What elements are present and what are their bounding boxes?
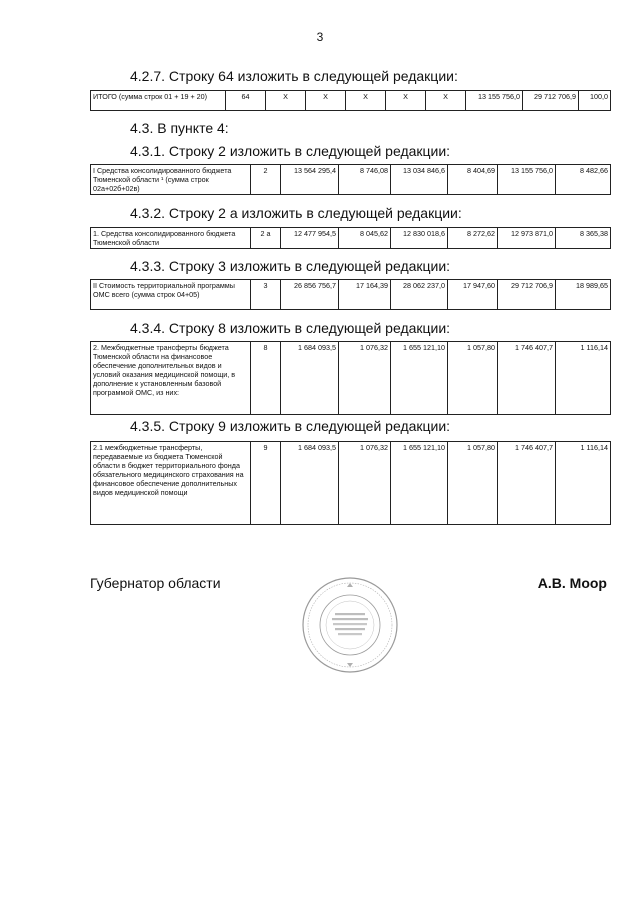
row-label: ИТОГО (сумма строк 01 + 19 + 20) bbox=[91, 91, 226, 111]
table-cell: 1 116,14 bbox=[556, 342, 611, 415]
table-cell: 8 404,69 bbox=[448, 165, 498, 195]
table-cell: 13 155 756,0 bbox=[466, 91, 523, 111]
table-cell: 12 973 871,0 bbox=[498, 228, 556, 249]
table-row-2a bbox=[90, 227, 611, 249]
heading-4-3-4: 4.3.4. Строку 8 изложить в следующей редакции: bbox=[130, 320, 451, 336]
table-row-64 bbox=[90, 90, 611, 111]
row-code: 3 bbox=[251, 280, 281, 310]
table-cell: 1 076,32 bbox=[339, 342, 391, 415]
table-cell: 1 684 093,5 bbox=[281, 442, 339, 525]
heading-4-2-7: 4.2.7. Строку 64 изложить в следующей редакции: bbox=[130, 68, 458, 84]
table-cell: 1 057,80 bbox=[448, 442, 498, 525]
table-cell: 1 746 407,7 bbox=[498, 442, 556, 525]
table-cell: 1 076,32 bbox=[339, 442, 391, 525]
table-row-8 bbox=[90, 341, 611, 415]
table-cell: 29 712 706,9 bbox=[498, 280, 556, 310]
table-row bbox=[91, 91, 611, 111]
table-cell: 1 057,80 bbox=[448, 342, 498, 415]
table-cell: 13 564 295,4 bbox=[281, 165, 339, 195]
row-label: 2.1 межбюджетные трансферты, передаваемые из бюджета Тюменской области в бюджет территориального фонда обязательного медицинского страхования на финансовое обеспечение дополнительных видов медицинской помощи bbox=[91, 442, 251, 525]
table-row bbox=[91, 165, 611, 195]
table-cell: 8 746,08 bbox=[339, 165, 391, 195]
table-cell: 13 155 756,0 bbox=[498, 165, 556, 195]
table-cell: 1 746 407,7 bbox=[498, 342, 556, 415]
row-label: 1. Средства консолидированного бюджета Тюменской области bbox=[91, 228, 251, 249]
table-cell: 26 856 756,7 bbox=[281, 280, 339, 310]
table-cell: 1 655 121,10 bbox=[391, 342, 448, 415]
table-cell: 1 684 093,5 bbox=[281, 342, 339, 415]
table-cell: 8 482,66 bbox=[556, 165, 611, 195]
row-code: 2 а bbox=[251, 228, 281, 249]
official-seal-icon bbox=[300, 575, 400, 675]
table-row bbox=[91, 342, 611, 415]
row-code: 8 bbox=[251, 342, 281, 415]
table-cell: Х bbox=[386, 91, 426, 111]
table-cell: Х bbox=[426, 91, 466, 111]
table-row-2 bbox=[90, 164, 611, 195]
table-row bbox=[91, 228, 611, 249]
table-row-3 bbox=[90, 279, 611, 310]
heading-4-3-1: 4.3.1. Строку 2 изложить в следующей редакции: bbox=[130, 143, 451, 159]
table-row bbox=[91, 442, 611, 525]
signature-position: Губернатор области bbox=[90, 575, 221, 591]
table-cell: 100,0 bbox=[579, 91, 611, 111]
row-label: I Средства консолидированного бюджета Тюменской области ¹ (сумма строк 02а+02б+02в) bbox=[91, 165, 251, 195]
row-code: 2 bbox=[251, 165, 281, 195]
table-cell: 13 034 846,6 bbox=[391, 165, 448, 195]
table-cell: 1 116,14 bbox=[556, 442, 611, 525]
table-cell: 12 477 954,5 bbox=[281, 228, 339, 249]
page-number: 3 bbox=[316, 30, 324, 44]
table-row-9 bbox=[90, 441, 611, 525]
table-cell: 17 164,39 bbox=[339, 280, 391, 310]
table-cell: 28 062 237,0 bbox=[391, 280, 448, 310]
table-cell: 17 947,60 bbox=[448, 280, 498, 310]
table-cell: 8 365,38 bbox=[556, 228, 611, 249]
heading-4-3-5: 4.3.5. Строку 9 изложить в следующей редакции: bbox=[130, 418, 451, 434]
heading-4-3-3: 4.3.3. Строку 3 изложить в следующей редакции: bbox=[130, 258, 451, 274]
table-cell: 12 830 018,6 bbox=[391, 228, 448, 249]
table-cell: 1 655 121,10 bbox=[391, 442, 448, 525]
table-cell: 8 272,62 bbox=[448, 228, 498, 249]
table-cell: Х bbox=[346, 91, 386, 111]
heading-4-3: 4.3. В пункте 4: bbox=[130, 120, 229, 136]
row-label: 2. Межбюджетные трансферты бюджета Тюменской области на финансовое обеспечение дополнительных видов и условий оказания медицинской помощи, в дополнение к установленным базовой программой ОМС, из них: bbox=[91, 342, 251, 415]
row-code: 9 bbox=[251, 442, 281, 525]
row-label: II Стоимость территориальной программы ОМС всего (сумма строк 04+05) bbox=[91, 280, 251, 310]
table-cell: Х bbox=[306, 91, 346, 111]
row-code: 64 bbox=[226, 91, 266, 111]
signature-name: А.В. Моор bbox=[537, 575, 607, 591]
table-cell: Х bbox=[266, 91, 306, 111]
table-cell: 18 989,65 bbox=[556, 280, 611, 310]
table-cell: 8 045,62 bbox=[339, 228, 391, 249]
heading-4-3-2: 4.3.2. Строку 2 а изложить в следующей редакции: bbox=[130, 205, 462, 221]
table-cell: 29 712 706,9 bbox=[523, 91, 579, 111]
table-row bbox=[91, 280, 611, 310]
